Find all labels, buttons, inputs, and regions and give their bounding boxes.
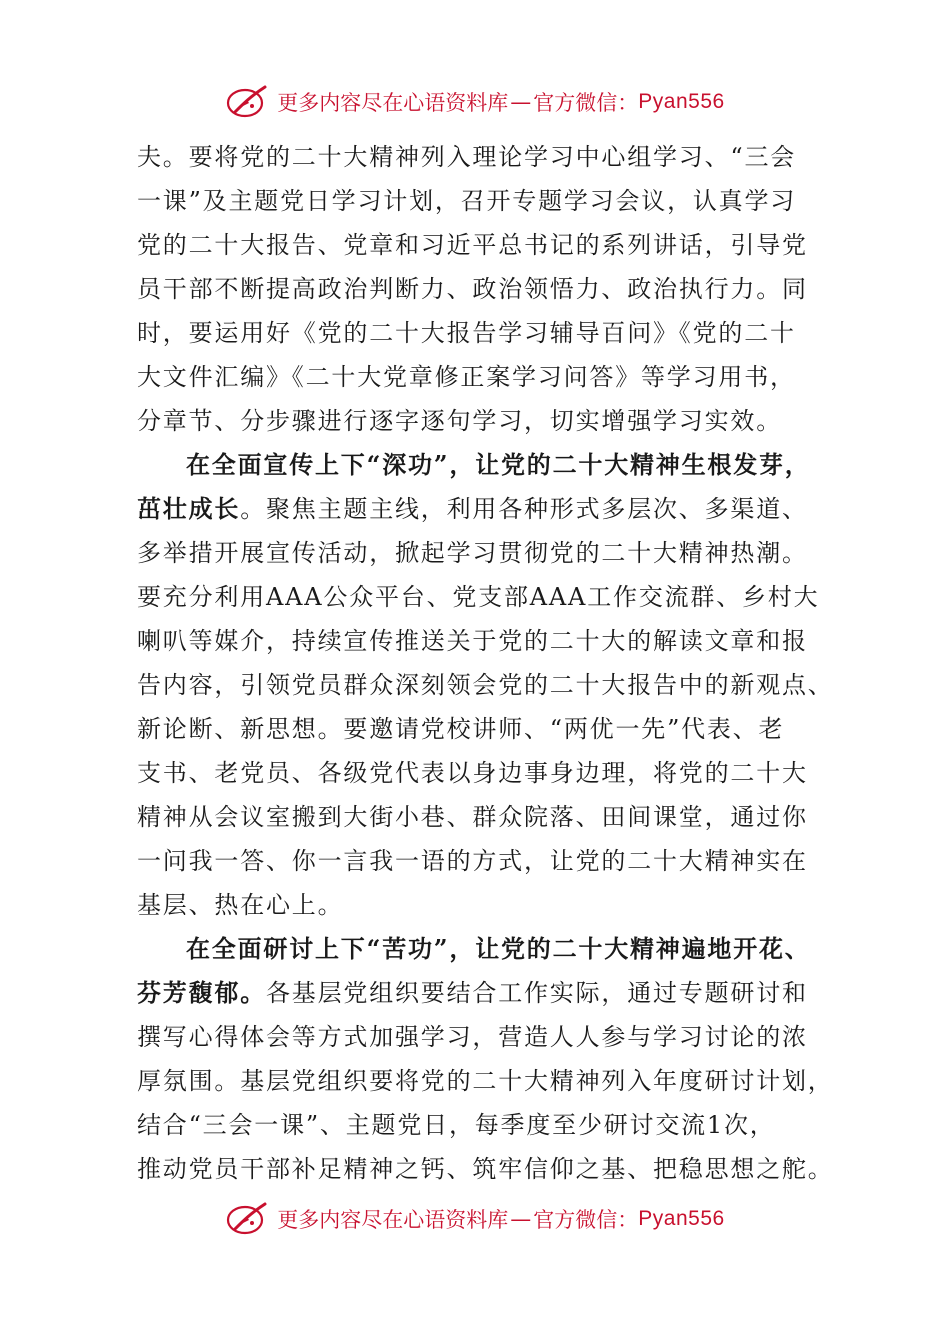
heading-text: 在全面研讨上下“苦功”，让党的二十大精神遍地开花、: [186, 934, 811, 963]
text-line: [137, 1059, 834, 1103]
text-line: [137, 795, 817, 839]
text-line: [137, 707, 817, 751]
body-text: 各基层党组织要结合工作实际，通过专题研讨和: [266, 979, 808, 1007]
text-line: [137, 443, 817, 487]
body-text: 告内容，引领党员群众深刻领会党的二十大报告中的新观点、: [137, 671, 834, 699]
body-text: 喇叭等媒介，持续宣传推送关于党的二十大的解读文章和报: [137, 627, 808, 655]
text-line: [137, 399, 817, 443]
body-text: 支书、老党员、各级党代表以身边事身边理，将党的二十大: [137, 759, 808, 787]
body-text: 推动党员干部补足精神之钙、筑牢信仰之基、把稳思想之舵。: [137, 1155, 834, 1183]
text-line: [137, 223, 817, 267]
watermark-footer: [0, 1197, 950, 1241]
wechat-label: 官方微信：: [533, 1208, 639, 1232]
text-line: [137, 135, 817, 179]
body-text: 要充分利用AAA公众平台、党支部AAA工作交流群、乡村大: [137, 583, 820, 611]
body-text: 员干部不断提高政治判断力、政治领悟力、政治执行力。同: [137, 275, 808, 303]
wechat-label: 官方微信：: [533, 91, 639, 115]
wechat-id: Pyan556: [638, 90, 725, 113]
text-line: [137, 355, 817, 399]
body-text: 一问我一答、你一言我一语的方式，让党的二十大精神实在: [137, 847, 808, 875]
text-line: [137, 1103, 817, 1147]
heading-text: 茁壮成长: [137, 494, 241, 523]
body-text: 新论断、新思想。要邀请党校讲师、“两优一先”代表、老: [137, 715, 785, 743]
text-line: [137, 311, 817, 355]
document-body: [137, 135, 834, 1191]
wechat-id: Pyan556: [638, 1207, 725, 1230]
heading-text: 在全面宣传上下“深功”，让党的二十大精神生根发芽，: [186, 450, 811, 479]
watermark-text: 更多内容尽在心语资料库: [277, 91, 509, 115]
body-text: 基层、热在心上。: [137, 891, 344, 919]
watermark-separator: —: [510, 1207, 532, 1231]
text-line: [137, 487, 817, 531]
body-text: 厚氛围。基层党组织要将党的二十大精神列入年度研讨计划，: [137, 1067, 834, 1095]
body-text: 。聚焦主题主线，利用各种形式多层次、多渠道、: [240, 495, 808, 523]
text-line: [137, 267, 817, 311]
watermark-text: 更多内容尽在心语资料库: [277, 1208, 509, 1232]
body-text: 撰写心得体会等方式加强学习，营造人人参与学习讨论的浓: [137, 1023, 808, 1051]
body-text: 大文件汇编》《二十大党章修正案学习问答》等学习用书，: [137, 363, 796, 391]
text-line: [137, 839, 817, 883]
body-text: 夫。要将党的二十大精神列入理论学习中心组学习、“三会: [137, 143, 797, 171]
body-text: 分章节、分步骤进行逐字逐句学习，切实增强学习实效。: [137, 407, 782, 435]
body-text: 时，要运用好《党的二十大报告学习辅导百问》《党的二十: [137, 319, 796, 347]
text-line: [137, 927, 817, 971]
text-line: [137, 883, 817, 927]
text-line: [137, 751, 817, 795]
watermark-header: [0, 80, 950, 124]
body-text: 多举措开展宣传活动，掀起学习贯彻党的二十大精神热潮。: [137, 539, 808, 567]
text-line: [137, 531, 817, 575]
body-text: 结合“三会一课”、主题党日，每季度至少研讨交流1次，: [137, 1111, 776, 1139]
brush-pen-logo-icon: [225, 1201, 271, 1237]
text-line: [137, 971, 817, 1015]
body-text: 党的二十大报告、党章和习近平总书记的系列讲话，引导党: [137, 231, 808, 259]
text-line: [137, 179, 817, 223]
text-line: [137, 1147, 834, 1191]
text-line: [137, 1015, 817, 1059]
body-text: 一课”及主题党日学习计划，召开专题学习会议，认真学习: [137, 187, 797, 215]
watermark-separator: —: [510, 90, 532, 114]
body-text: 精神从会议室搬到大街小巷、群众院落、田间课堂，通过你: [137, 803, 808, 831]
text-line: [137, 619, 817, 663]
brush-pen-logo-icon: [225, 84, 271, 120]
heading-text: 芬芳馥郁。: [137, 978, 266, 1007]
text-line: [137, 575, 820, 619]
text-line: [137, 663, 834, 707]
